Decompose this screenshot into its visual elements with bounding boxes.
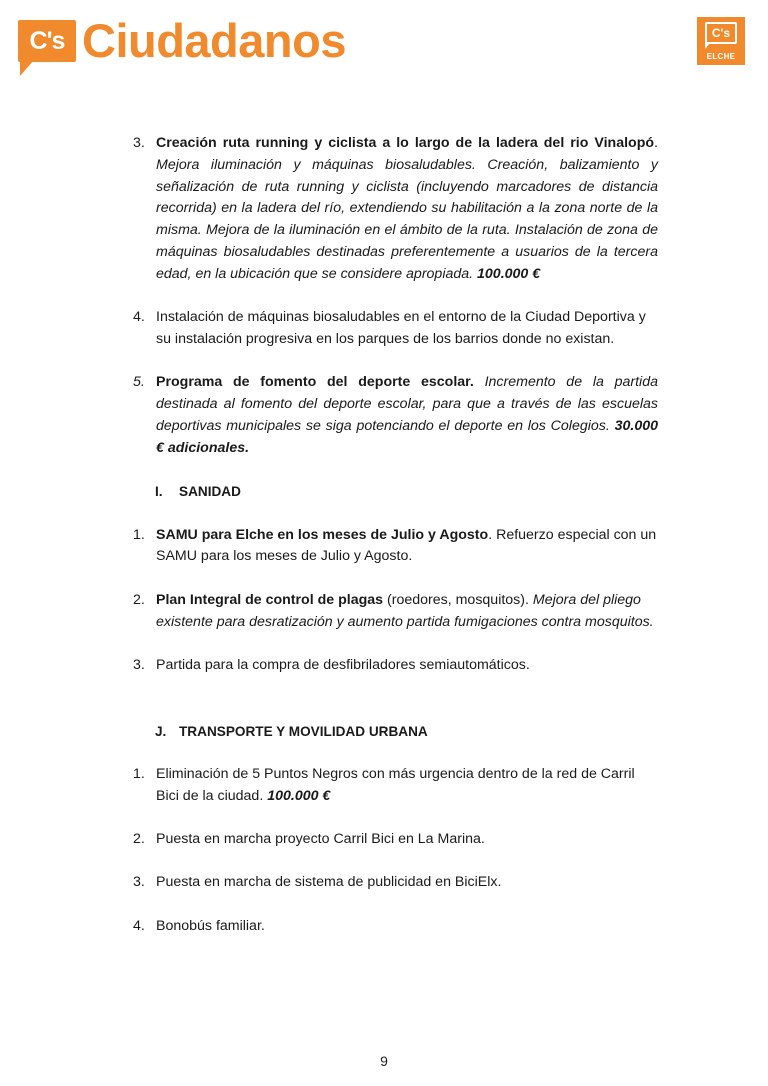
item-amount: 100.000 € <box>267 787 331 804</box>
logo-badge-text: C's <box>29 26 65 55</box>
item-text: Partida para la compra de desfibriladores semiautomáticos. <box>156 656 530 673</box>
heading-number: J. <box>155 723 167 739</box>
item-title: Plan Integral de control de plagas <box>156 591 384 608</box>
heading-title: SANIDAD <box>179 484 241 500</box>
item-text: Puesta en marcha proyecto Carril Bici en La Marina. <box>156 831 485 848</box>
item-description: Incremento de la partida destinada al fomento del deporte escolar, para que a través de las escuelas deportivas municipales se siga potenciando el deporte en los Colegios. <box>156 374 658 434</box>
item-text <box>156 525 658 569</box>
elche-label: ELCHE <box>706 52 736 61</box>
item-detail: (roedores, mosquitos). <box>383 591 533 608</box>
item-text <box>156 372 658 459</box>
bubble-tail <box>705 42 711 49</box>
item-number: 2. <box>133 831 145 848</box>
item-title: Creación ruta running y ciclista a lo largo de la ladera del rio Vinalopó <box>156 135 655 151</box>
list-item <box>133 764 658 808</box>
item-number <box>133 372 156 459</box>
item-text: Instalación de máquinas biosaludables en el entorno de la Ciudad Deportiva y su instalación progresiva en los parques de los barrios donde no existan. <box>156 309 646 347</box>
item-number: 3. <box>133 874 145 891</box>
list-item <box>133 590 658 634</box>
item-amount: 100.000 € <box>477 265 541 282</box>
list-item <box>133 872 658 894</box>
item-text <box>156 764 658 808</box>
speech-bubble-icon <box>705 22 737 44</box>
item-number: 1. <box>133 526 145 543</box>
list-item <box>133 525 658 569</box>
ciudadanos-logo <box>18 16 346 72</box>
section-heading-sanidad <box>155 481 658 503</box>
separator: . <box>654 135 658 151</box>
item-number-text: 5. <box>133 374 145 391</box>
item-number: 3. <box>133 656 145 673</box>
list-item <box>133 372 658 459</box>
list-item <box>133 655 658 677</box>
item-title: SAMU para Elche en los meses de Julio y Agosto <box>156 526 489 543</box>
page-number: 9 <box>380 1053 388 1069</box>
item-description: Eliminación de 5 Puntos Negros con más urgencia dentro de la red de Carril Bici de la ciudad. <box>156 765 635 804</box>
item-amount: 30.000 € adicionales. <box>156 417 658 456</box>
heading-number: I. <box>155 484 163 500</box>
speech-bubble-icon <box>18 20 76 62</box>
item-text <box>156 133 658 286</box>
section-heading-transporte <box>155 721 658 743</box>
item-number: 4. <box>133 917 145 934</box>
local-logo-badge: C's <box>711 26 731 40</box>
logo-wordmark: Ciudadanos <box>82 14 346 67</box>
item-number: 1. <box>133 765 145 782</box>
list-item <box>133 829 658 851</box>
elche-logo <box>697 17 745 65</box>
document-body <box>133 133 658 959</box>
list-item <box>133 133 658 286</box>
item-title: Programa de fomento del deporte escolar. <box>156 374 474 391</box>
item-description: . Refuerzo especial con un SAMU para los meses de Julio y Agosto. <box>156 526 657 565</box>
item-text: Bonobús familiar. <box>156 917 265 934</box>
item-number: 2. <box>133 591 145 608</box>
item-number: 4. <box>133 309 145 326</box>
list-item <box>133 916 658 938</box>
item-text <box>156 590 658 634</box>
item-description: Mejora iluminación y máquinas biosaludables. Creación, balizamiento y señalización de ruta running y ciclista (incluyendo marcadores de distancia recorrida) en la ladera del río, extendiendo su habilitación a la zona norte de la misma. Mejora de la iluminación en el ámbito de la ruta. Instalación de zona de máquinas biosaludables destinadas preferentemente a usuarios de la tercera edad, en la ubicación que se considere apropiada. <box>156 156 658 282</box>
item-number: 3. <box>133 135 145 151</box>
list-item <box>133 307 658 351</box>
item-text: Puesta en marcha de sistema de publicidad en BiciElx. <box>156 874 502 891</box>
heading-title: TRANSPORTE Y MOVILIDAD URBANA <box>179 723 428 739</box>
item-description: Mejora del pliego existente para desratización y aumento partida fumigaciones contra mosquitos. <box>156 591 654 630</box>
bubble-tail <box>20 60 34 76</box>
